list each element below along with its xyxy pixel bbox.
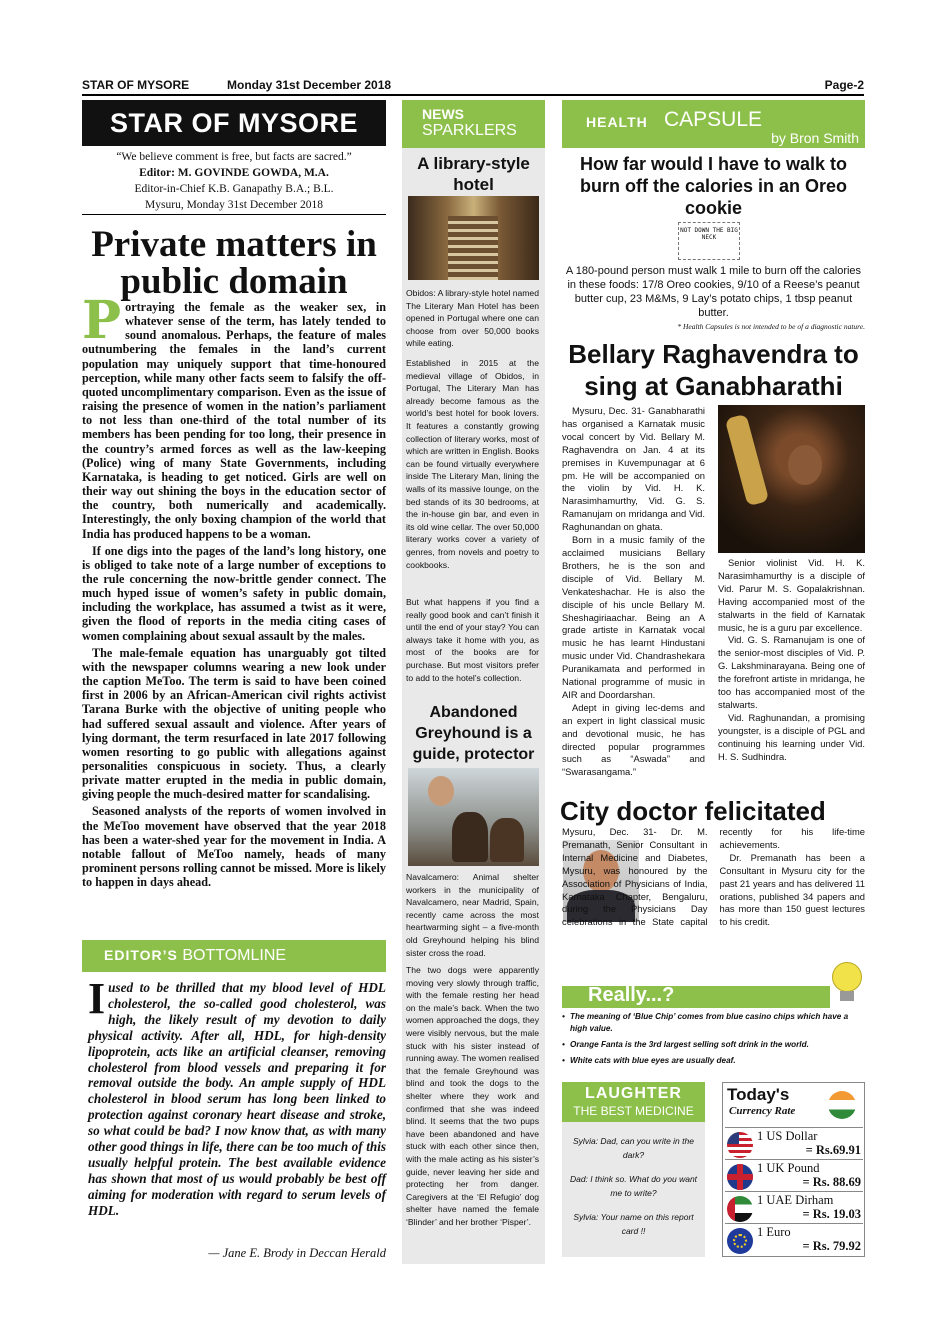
joke-line-3: Sylvia: Your name on this report card !! xyxy=(573,1212,694,1236)
health-question: How far would I have to walk to burn off the calories in an Oreo cookie xyxy=(579,154,848,218)
news-banner xyxy=(402,100,545,148)
rate-value: = Rs. 19.03 xyxy=(802,1207,861,1221)
uae-flag-icon xyxy=(727,1196,753,1222)
bellary-p5: Vid. G. S. Ramanujam is one of the senior-most disciples of Vid. P. G. Lakshminarayana. Being one of the forefront artiste in mridanga, he too has accompanied most of the stalwarts. xyxy=(718,634,865,710)
header-page: Page-2 xyxy=(824,78,864,92)
rate-row xyxy=(725,1159,863,1191)
rate-name: 1 Euro xyxy=(757,1225,791,1239)
really-item-2: • Orange Fanta is the 3rd largest selling soft drink in the world. xyxy=(562,1039,865,1051)
currency-title: Today's xyxy=(727,1085,790,1104)
bottomline-dropcap: I xyxy=(88,974,106,1023)
joke-line-1: Sylvia: Dad, can you write in the dark? xyxy=(573,1136,694,1160)
editorial-p3: The male-female equation has unarguably got tilted with the newspaper columns wearing a new look under the caption MeToo. The term is said to have been coined first in 2006 by an African-American civil rights activist Tarana Burke with the objective of uniting people who had suffered sexual assault and violence. After years of lying dormant, the term resurfaced in late 2017 following women resorting to go public with allegations against personalities conspicuous in society. Thus, a clearly private matter erupted in the media in public domain, giving people the much-desired matter for scandalising. xyxy=(82,645,386,802)
masthead-chief: Editor-in-Chief K.B. Ganapathy B.A.; B.L. xyxy=(134,183,334,195)
editorial-dropcap: P xyxy=(82,290,122,351)
bellary-p6: Vid. Raghunandan, a promising youngster, is a disciple of PGL and continuing his learning under Vid. H. S. Sudhindra. xyxy=(718,711,865,762)
bookshelf-graphic xyxy=(448,216,498,280)
health-label2: CAPSULE xyxy=(664,108,763,131)
health-banner xyxy=(562,100,865,148)
divider xyxy=(82,214,386,215)
uk-flag-icon xyxy=(727,1164,753,1190)
lightbulb-icon xyxy=(830,962,864,1006)
doctor-headline: City doctor felicitated xyxy=(560,796,826,826)
news-caption-1: Obidos: A library-style hotel named The Literary Man Hotel has been opened in Portugal where one can choose from over 50,000 books while eating. xyxy=(406,288,539,349)
rate-value: = Rs. 88.69 xyxy=(802,1175,861,1189)
joke-line-2: Dad: I think so. What do you want me to write? xyxy=(569,1174,698,1198)
really-item-1: • The meaning of ‘Blue Chip’ comes from blue casino chips which have a high value. xyxy=(562,1011,865,1035)
really-banner xyxy=(562,986,830,1008)
doctor-p2: Dr. Premanath has been a Consultant in Mysuru city for the past 21 years and has delivered 11 orations, published 34 papers and has more than 150 guest lectures to his credit. xyxy=(719,851,865,928)
face-graphic xyxy=(788,445,822,485)
laughter-banner xyxy=(562,1082,705,1122)
rate-value: = Rs.69.91 xyxy=(805,1143,861,1157)
rate-row xyxy=(725,1127,863,1159)
bellary-headline: Bellary Raghavendra to sing at Ganabharathi xyxy=(568,339,859,401)
health-answer: A 180-pound person must walk 1 mile to burn off the calories in these foods: 17/8 Oreo cookies, 9/10 of a Reese’s peanut butter cup, 23 M&Ms, 9 Lay’s potato chips, 1 tbsp peanut butter. xyxy=(565,265,862,319)
laughter-label1: LAUGHTER xyxy=(585,1085,682,1102)
bellary-p1: Mysuru, Dec. 31- Ganabharathi has organised a Karnatak music vocal concert by Vid. Bellary M. Raghavendra on Jan. 4 at its premises in Kuvempunagar at 6 pm. He will be accompanied on the violin by Vid. H. K. Narasimhamurthy, Vid. G. S. Ramanujam on mridanga and Vid. Raghunandan on ghata. xyxy=(562,405,705,533)
bottomline-body xyxy=(88,974,386,1219)
bottomline-text: used to be thrilled that my blood level of HDL cholesterol, the so-called good cholesterol, was high, the likely result of my devotion to daily physical activity. After all, HDL, for high-density lipoprotein, acts like an artificial cleanser, removing cholesterol from blood vessels and preparing it for removal outside the body. An ample supply of HDL cholesterol in blood serum has long been linked to protection against coronary heart disease and stroke, so what could be bad? I now know that, as with many other good things in life, there can be too much of this usually helpful protein. The best available evidence has shown that most of us would probably be best off aiming for moderation with regard to serum levels of HDL. xyxy=(88,980,386,1218)
news-caption-2: Navalcamero: Animal shelter workers in the municipality of Navalcamero, near Madrid, Spain, recently came across the most heartwarming sight – a five-month old Greyhound helping his blind sister cross the road. xyxy=(406,872,539,958)
bellary-p4: Senior violinist Vid. H. K. Narasimhamurthy is a disciple of Vid. Parur M. S. Gopalakrishnan. Having accompanied most of the stalwarts in the field of Karnatak music, he is a guru par excellence. xyxy=(718,557,865,633)
rate-name: 1 US Dollar xyxy=(757,1129,818,1143)
news-headline-2: Abandoned Greyhound is a guide, protector xyxy=(412,704,535,763)
masthead-editor: Editor: M. GOVINDE GOWDA, M.A. xyxy=(139,167,329,179)
doctor-p1: Mysuru, Dec. 31- Dr. M. Premanath, Senior Consultant in Internal Medicine and Diabetes, Mysuru, was honoured by the Association of Physicians of India, Karnataka Chapter, Bengaluru, during the Physicians Day celebrations in the State capital recently for his life-time achievements. xyxy=(562,826,865,928)
health-byline: by Bron Smith xyxy=(771,130,859,146)
bottomline-label: BOTTOMLINE xyxy=(182,947,287,964)
bellary-p2: Born in a music family of the acclaimed musicians Bellary Brothers, he is the son and disciple of Vid. Bellary M. Venkateshachar. He is also the disciple of his uncle Bellary M. Sheshagiriaachar. Being an A grade artiste in Karnatak vocal music he has learnt Hindustani music under Vid. Chandrashekara Puranikamata and performed in National programme of music in AIR and Doordarshan. xyxy=(562,534,705,700)
laughter-joke xyxy=(568,1134,699,1238)
dog-graphic xyxy=(452,812,488,862)
news-p3: The two dogs were apparently moving very slowly through traffic, with the female resting her head on the male’s back. When the two women approached the dogs, they were visibly nervous, but the male stuck with his sister instead of running away. The women realised that the female Greyhound was blind and took the dogs to the shelter where they work and confirmed that she was indeed blind. It seems that the two pups have been abandoned and have stuck with each other since then, with the male acting as his sister’s guide, never leaving her side and protecting her from danger. Caregivers at the ‘El Refugio’ dog shelter have named the female ‘Blinder’ and her brother ‘Pisper’. xyxy=(406,965,539,1227)
bottomline-label-bold: EDITOR’S xyxy=(104,947,178,963)
currency-box xyxy=(722,1082,865,1257)
bottomline-banner xyxy=(82,940,386,972)
person-graphic xyxy=(428,776,454,806)
news-label2: SPARKLERS xyxy=(422,122,517,139)
really-list xyxy=(562,1011,865,1071)
masthead-date: Mysuru, Monday 31st December 2018 xyxy=(145,199,323,211)
eu-flag-icon xyxy=(727,1228,753,1254)
bottomline-credit: — Jane E. Brody in Deccan Herald xyxy=(208,1246,386,1260)
news-p1: Established in 2015 at the medieval village of Obidos, in Portugal, The Literary Man has already become famous as the world’s best hotel for book lovers. It features a constantly growing collection of literary works, most of which are written in English. Books can be found virtually everywhere inside The Literary Man, lining the walls of its massive lounge, on the bed stands of its 30 bedrooms, at the in-house gin bar, and even in its old wine cellar. The over 50,000 literary works cover a variety of genres, from novels and poetry to cookbooks. xyxy=(406,358,539,570)
rate-row xyxy=(725,1191,863,1223)
bellary-col1 xyxy=(562,405,705,779)
tanpura-graphic xyxy=(725,414,770,507)
india-flag-icon xyxy=(828,1091,856,1119)
library-photo xyxy=(408,196,539,280)
editorial-p1: ortraying the female as the weaker sex, in whatever sense of the term, has lately tended to sound anomalous. Perhaps, the feature of males outnumbering the females in the land’s current population may uniquely support that time-honoured perception, while many other facts seem to falsify the off-quoted uncomplimentary comparison. Even as the issue of raising the presence of women in the nation’s parliament to not less than one-third of the total number of its members has been pending for too long, their presence in the country’s armed forces as well as the law-keeping (Police) wing of many State Governments, including Karnataka, is heading to get noticed. Girls are well on their way out shining the boys in the education sector of the country, both numerically and academically. Interestingly, the only boxing champion of the world that India has produced happens to be a woman. xyxy=(82,300,386,541)
laughter-label2: THE BEST MEDICINE xyxy=(573,1104,694,1118)
news-headline-1: A library-style hotel xyxy=(417,154,530,194)
really-item-3: • White cats with blue eyes are usually deaf. xyxy=(562,1055,865,1067)
bellary-col2 xyxy=(718,557,865,789)
doctor-body xyxy=(562,826,865,976)
rate-name: 1 UK Pound xyxy=(757,1161,820,1175)
rate-row xyxy=(725,1223,863,1255)
page-header xyxy=(82,76,864,96)
header-paper: STAR OF MYSORE xyxy=(82,78,190,92)
rate-value: = Rs. 79.92 xyxy=(802,1239,861,1253)
editorial-p2: If one digs into the pages of the land’s long history, one is obliged to take note of a large number of exceptions to the rule concerning the now-brittle gender connect. The much hyped issue of women’s safety in public domain, including the workplace, has assumed a twist as it were, given the flood of reports in the media citing cases of women complaining about sexual assault by the males. xyxy=(82,543,386,643)
bellary-p3: Adept in giving lec-dems and an expert in light classical music and devotional music, he has directed popular programmes such as “Aswada” and “Swarasangama.” xyxy=(562,701,705,778)
rate-name: 1 UAE Dirham xyxy=(757,1193,834,1207)
news-label1: NEWS xyxy=(422,106,464,122)
cookie-sign-image: NOT DOWN THE BIG NECK xyxy=(678,222,740,260)
header-date: Monday 31st December 2018 xyxy=(227,78,392,92)
editorial-p4: Seasoned analysts of the reports of women involved in the MeToo movement have observed that the year 2018 has been a water-shed year for the movement in India. A notable fallout of MeToo namely, heads of many prominent persons rolling cannot be missed. More is likely to happen in days ahead. xyxy=(82,804,386,890)
dogs-photo xyxy=(408,768,539,866)
dog-graphic xyxy=(490,818,524,862)
health-note: * Health Capsules is not intended to be of a diagnostic nature. xyxy=(677,322,865,331)
news-p2: But what happens if you find a really good book and can’t finish it until the end of your stay? You can always take it home with you, as most of the books are for purchase. But most visitors prefer to add to the hotel’s collection. xyxy=(406,597,539,683)
editorial-body xyxy=(82,290,386,892)
us-flag-icon xyxy=(727,1132,753,1158)
health-label1: HEALTH xyxy=(586,114,648,130)
masthead-info xyxy=(82,149,386,213)
really-label: Really...? xyxy=(588,984,675,1006)
currency-subtitle: Currency Rate xyxy=(729,1105,796,1117)
masthead-title: STAR OF MYSORE xyxy=(82,100,386,146)
singer-photo xyxy=(718,405,865,553)
masthead-tagline: “We believe comment is free, but facts are sacred.” xyxy=(116,151,352,163)
editorial-headline: Private matters in public domain xyxy=(91,224,377,302)
